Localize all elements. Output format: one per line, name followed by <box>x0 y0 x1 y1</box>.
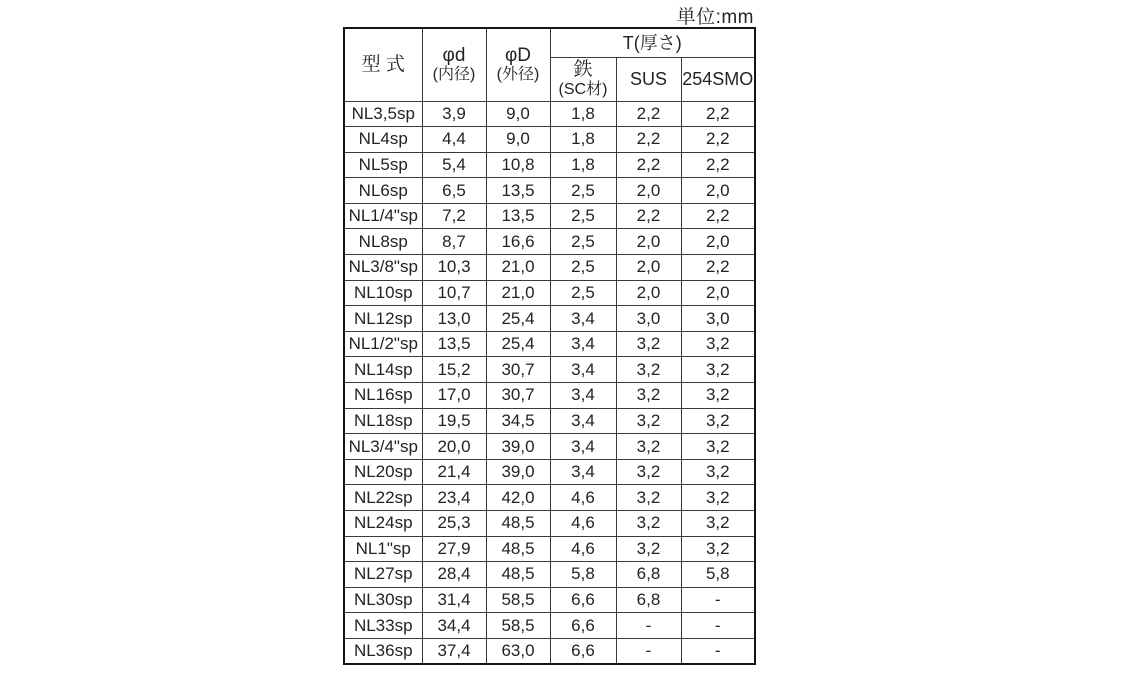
model-cell: NL4sp <box>344 127 422 153</box>
value-cell: 6,6 <box>550 638 616 664</box>
value-cell: - <box>616 638 681 664</box>
model-cell: NL14sp <box>344 357 422 383</box>
model-cell: NL33sp <box>344 613 422 639</box>
table-row <box>344 101 755 127</box>
value-cell: 2,5 <box>550 229 616 255</box>
value-cell: 10,8 <box>486 152 550 178</box>
model-cell: NL8sp <box>344 229 422 255</box>
value-cell: 2,0 <box>616 229 681 255</box>
value-cell: 2,2 <box>681 127 755 153</box>
model-cell: NL3/4"sp <box>344 434 422 460</box>
table-row <box>344 434 755 460</box>
value-cell: 4,6 <box>550 536 616 562</box>
value-cell: 10,3 <box>422 255 486 281</box>
value-cell: 13,0 <box>422 306 486 332</box>
value-cell: 39,0 <box>486 434 550 460</box>
value-cell: 3,2 <box>616 536 681 562</box>
value-cell: 21,0 <box>486 280 550 306</box>
model-cell: NL16sp <box>344 383 422 409</box>
table-row <box>344 562 755 588</box>
header-inner-diameter-symbol: φd <box>442 45 466 67</box>
value-cell: 6,8 <box>616 587 681 613</box>
value-cell: 27,9 <box>422 536 486 562</box>
value-cell: - <box>681 613 755 639</box>
value-cell: 15,2 <box>422 357 486 383</box>
spec-table-body <box>344 101 755 664</box>
value-cell: 21,4 <box>422 459 486 485</box>
header-outer-diameter <box>486 28 550 101</box>
value-cell: 34,4 <box>422 613 486 639</box>
value-cell: 3,4 <box>550 331 616 357</box>
value-cell: 2,0 <box>681 280 755 306</box>
model-cell: NL30sp <box>344 587 422 613</box>
table-row <box>344 383 755 409</box>
value-cell: 7,2 <box>422 203 486 229</box>
value-cell: 3,2 <box>616 434 681 460</box>
table-row <box>344 511 755 537</box>
value-cell: 1,8 <box>550 101 616 127</box>
value-cell: 3,2 <box>616 485 681 511</box>
table-row <box>344 459 755 485</box>
spec-table <box>343 27 756 665</box>
table-row <box>344 408 755 434</box>
header-thickness-group: T(厚さ) <box>550 28 755 57</box>
value-cell: 6,6 <box>550 613 616 639</box>
value-cell: 28,4 <box>422 562 486 588</box>
value-cell: 16,6 <box>486 229 550 255</box>
value-cell: 19,5 <box>422 408 486 434</box>
value-cell: 39,0 <box>486 459 550 485</box>
table-row <box>344 280 755 306</box>
value-cell: 34,5 <box>486 408 550 434</box>
table-row <box>344 613 755 639</box>
model-cell: NL6sp <box>344 178 422 204</box>
value-cell: 4,6 <box>550 485 616 511</box>
value-cell: 2,0 <box>616 255 681 281</box>
value-cell: 3,4 <box>550 408 616 434</box>
header-inner-diameter-label: (内径) <box>432 66 476 84</box>
table-row <box>344 485 755 511</box>
value-cell: 5,8 <box>681 562 755 588</box>
value-cell: 2,0 <box>616 178 681 204</box>
unit-note: 単位:mm <box>676 7 754 28</box>
value-cell: 63,0 <box>486 638 550 664</box>
model-cell: NL24sp <box>344 511 422 537</box>
value-cell: 3,2 <box>616 408 681 434</box>
value-cell: 25,4 <box>486 331 550 357</box>
value-cell: 6,8 <box>616 562 681 588</box>
value-cell: 3,2 <box>681 331 755 357</box>
model-cell: NL1/4"sp <box>344 203 422 229</box>
table-row <box>344 587 755 613</box>
value-cell: 3,2 <box>681 434 755 460</box>
value-cell: 6,5 <box>422 178 486 204</box>
header-iron-material: (SC材) <box>558 80 608 98</box>
value-cell: 2,0 <box>616 280 681 306</box>
value-cell: 2,2 <box>681 255 755 281</box>
value-cell: 48,5 <box>486 536 550 562</box>
value-cell: 2,2 <box>681 152 755 178</box>
value-cell: 3,4 <box>550 357 616 383</box>
value-cell: 4,4 <box>422 127 486 153</box>
value-cell: 3,2 <box>681 485 755 511</box>
value-cell: 3,2 <box>616 511 681 537</box>
value-cell: 3,4 <box>550 434 616 460</box>
value-cell: 48,5 <box>486 511 550 537</box>
header-model: 型 式 <box>344 28 422 101</box>
value-cell: 2,5 <box>550 178 616 204</box>
value-cell: 1,8 <box>550 127 616 153</box>
table-row <box>344 178 755 204</box>
value-cell: 58,5 <box>486 613 550 639</box>
header-row-group <box>344 28 755 57</box>
table-row <box>344 306 755 332</box>
header-outer-diameter-symbol: φD <box>504 45 532 67</box>
value-cell: 21,0 <box>486 255 550 281</box>
header-inner-diameter <box>422 28 486 101</box>
value-cell: 8,7 <box>422 229 486 255</box>
value-cell: 42,0 <box>486 485 550 511</box>
value-cell: - <box>681 587 755 613</box>
value-cell: 3,4 <box>550 306 616 332</box>
header-iron-sc <box>550 57 616 101</box>
table-row <box>344 127 755 153</box>
value-cell: 3,2 <box>681 357 755 383</box>
table-row <box>344 638 755 664</box>
value-cell: 2,2 <box>681 101 755 127</box>
value-cell: 31,4 <box>422 587 486 613</box>
value-cell: - <box>616 613 681 639</box>
header-sus: SUS <box>616 57 681 101</box>
value-cell: 58,5 <box>486 587 550 613</box>
table-row <box>344 152 755 178</box>
value-cell: 9,0 <box>486 101 550 127</box>
spec-table-header <box>344 28 755 101</box>
value-cell: 3,0 <box>681 306 755 332</box>
value-cell: 2,5 <box>550 255 616 281</box>
value-cell: 13,5 <box>486 178 550 204</box>
value-cell: 3,2 <box>616 383 681 409</box>
model-cell: NL12sp <box>344 306 422 332</box>
value-cell: 3,2 <box>616 459 681 485</box>
value-cell: 37,4 <box>422 638 486 664</box>
value-cell: 3,2 <box>681 536 755 562</box>
model-cell: NL5sp <box>344 152 422 178</box>
value-cell: 30,7 <box>486 357 550 383</box>
header-outer-diameter-label: (外径) <box>496 66 540 84</box>
model-cell: NL27sp <box>344 562 422 588</box>
header-254smo: 254SMO <box>681 57 755 101</box>
model-cell: NL3,5sp <box>344 101 422 127</box>
value-cell: 30,7 <box>486 383 550 409</box>
value-cell: - <box>681 638 755 664</box>
table-row <box>344 255 755 281</box>
value-cell: 3,2 <box>681 459 755 485</box>
value-cell: 48,5 <box>486 562 550 588</box>
table-row <box>344 203 755 229</box>
value-cell: 2,2 <box>616 203 681 229</box>
value-cell: 2,2 <box>616 101 681 127</box>
value-cell: 2,2 <box>681 203 755 229</box>
value-cell: 10,7 <box>422 280 486 306</box>
value-cell: 13,5 <box>486 203 550 229</box>
value-cell: 5,8 <box>550 562 616 588</box>
value-cell: 4,6 <box>550 511 616 537</box>
value-cell: 3,9 <box>422 101 486 127</box>
value-cell: 3,2 <box>681 383 755 409</box>
value-cell: 2,2 <box>616 152 681 178</box>
value-cell: 3,4 <box>550 383 616 409</box>
value-cell: 9,0 <box>486 127 550 153</box>
value-cell: 3,2 <box>616 357 681 383</box>
model-cell: NL20sp <box>344 459 422 485</box>
model-cell: NL1"sp <box>344 536 422 562</box>
table-row <box>344 229 755 255</box>
value-cell: 3,2 <box>681 408 755 434</box>
value-cell: 23,4 <box>422 485 486 511</box>
value-cell: 25,3 <box>422 511 486 537</box>
value-cell: 13,5 <box>422 331 486 357</box>
value-cell: 3,4 <box>550 459 616 485</box>
value-cell: 3,2 <box>616 331 681 357</box>
value-cell: 2,5 <box>550 203 616 229</box>
model-cell: NL18sp <box>344 408 422 434</box>
value-cell: 2,5 <box>550 280 616 306</box>
table-row <box>344 536 755 562</box>
model-cell: NL36sp <box>344 638 422 664</box>
value-cell: 2,0 <box>681 229 755 255</box>
model-cell: NL22sp <box>344 485 422 511</box>
model-cell: NL3/8"sp <box>344 255 422 281</box>
value-cell: 3,2 <box>681 511 755 537</box>
value-cell: 20,0 <box>422 434 486 460</box>
value-cell: 17,0 <box>422 383 486 409</box>
value-cell: 1,8 <box>550 152 616 178</box>
value-cell: 2,2 <box>616 127 681 153</box>
header-iron-label: 鉄 <box>573 59 593 81</box>
value-cell: 2,0 <box>681 178 755 204</box>
value-cell: 6,6 <box>550 587 616 613</box>
table-row <box>344 357 755 383</box>
model-cell: NL10sp <box>344 280 422 306</box>
table-row <box>344 331 755 357</box>
value-cell: 3,0 <box>616 306 681 332</box>
value-cell: 25,4 <box>486 306 550 332</box>
value-cell: 5,4 <box>422 152 486 178</box>
model-cell: NL1/2"sp <box>344 331 422 357</box>
